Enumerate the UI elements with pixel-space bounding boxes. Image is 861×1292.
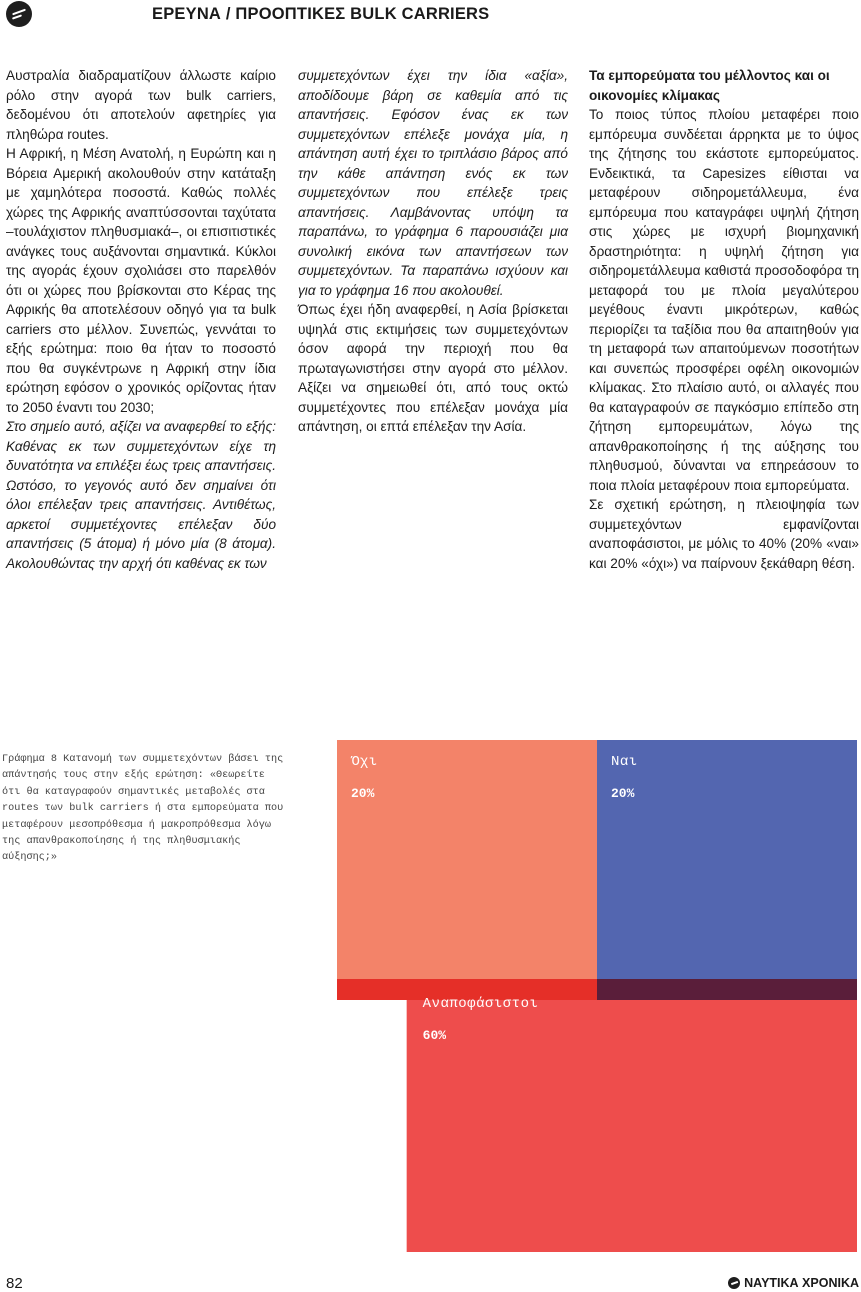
paragraph: Η Αφρική, η Μέση Ανατολή, η Ευρώπη και η Βόρεια Αμερική ακολουθούν στην κατάταξη με χαμηλότερα ποσοστά. Καθώς πολλές χώρες της Αφρικής αναπτύσσονται ταχύτατα –τουλάχιστον πληθυσμιακά–, οι επισιτιστικές ανάγκες τους αυξάνονται σημαντικά. Κύκλοι της αγοράς έχουν σχολιάσει στο παρελθόν ότι οι χώρες που βρίσκονται στο Κέρας της Αφρικής θα αποτελέσουν οδηγό για τα bulk carriers στο μέλλον. Συνεπώς, γεννάται το εξής ερώτημα: ποιο θα ήταν το ποσοστό που θα συγκέντρωνε η Αφρική στην ίδια ερώτηση εφόσον ο χρονικός ορίζοντας ήταν το 2050 έναντι του 2030; (6, 146, 276, 415)
value-no: 20% (351, 786, 375, 801)
rect-yes (597, 740, 857, 1000)
rect-undecided (407, 979, 857, 1252)
paragraph-italic: Στο σημείο αυτό, αξίζει να αναφερθεί το εξής: Καθένας εκ των συμμετεχόντων είχε τη δυνατότητα να επιλέξει έως τρεις απαντήσεις. Ωστόσο, το γεγονός αυτό δεν σημαίνει ότι όλοι επέλεξαν τρεις απαντήσεις. Αντιθέτως, αρκετοί συμμετέχοντες επέλεξαν δύο απαντήσεις (5 άτομα) ή μόνο μία (8 άτομα). Ακολουθώντας την αρχή ότι καθένας εκ των (6, 419, 276, 571)
label-no: Όχι (351, 754, 378, 770)
label-undecided: Αναποφάσιστοι (422, 996, 539, 1012)
paragraph: Το ποιος τύπος πλοίου μεταφέρει ποιο εμπόρευμα συνδέεται άρρηκτα με το ύψος της ζήτησης του εκάστοτε εμπορεύματος. Ενδεικτικά, τα Capesizes είθισται να μεταφέρουν σιδηρομετάλλευμα, ένα εμπόρευμα που καταγράφει υψηλή ζήτηση στις χώρες με ισχυρή βιομηχανική δραστηριότητα: η υψηλή ζήτηση για σιδηρομετάλλευμα καθιστά προσοδοφόρα τη μεταφορά του με πλοία μεγαλύτερου μεγέθους έναντι μικρότερων, καθώς περιορίζει τα ταξίδια που θα απαιτηθούν για τη μεταφορά των απαιτούμενων ποσοτήτων και συνεπώς προσφέρει οφέλη οικονομιών κλίμακας. Στο πλαίσιο αυτό, οι αλλαγές που θα καταγραφούν σε παγκόσμιο επίπεδο στη ζήτηση εμπορευμάτων, λόγω της απανθρακοποίησης ή της αύξησης του πληθυσμού, δύνανται να επηρεάσουν το ποια πλοία μεταφέρουν ποια εμπορεύματα. (589, 107, 860, 493)
value-yes: 20% (611, 786, 635, 801)
paragraph: Όπως έχει ήδη αναφερθεί, η Ασία βρίσκεται υψηλά στις εκτιμήσεις των συμμετεχόντων όσον αφορά την περιοχή που θα πρωταγωνιστήσει στην αγορά στο μέλλον. Αξίζει να σημειωθεί ότι, από τους οκτώ συμμετέχοντες που επέλεξαν μονάχα μία απάντηση, οι επτά επέλεξαν την Ασία. (298, 302, 568, 434)
paragraph-italic: συμμετεχόντων έχει την ίδια «αξία», αποδίδουμε βάρη σε καθεμία από τις απαντήσεις. Εφόσον ένας εκ των συμμετεχόντων επέλεξε μονάχα μία, η απάντηση αυτή έχει το τριπλάσιο βάρος από την κάθε απάντηση ενός εκ των συμμετεχόντων που επέλεξε τρεις απαντήσεις. Λαμβάνοντας υπόψη τα παραπάνω, το γράφημα 6 παρουσιάζει μια συνολική εικόνα των απαντήσεων των συμμετεχόντων. Τα παραπάνω ισχύουν και για το γράφημα 16 που ακολουθεί. (298, 68, 568, 298)
subheading: Τα εμπορεύματα του μέλλοντος και οι οικονομίες κλίμακας (589, 68, 830, 103)
page-number: 82 (6, 1275, 23, 1292)
magazine-title: ΝΑΥΤΙΚΑ ΧΡΟΝΙΚΑ (744, 1276, 859, 1290)
rect-no (337, 740, 597, 1000)
overlap-yes (597, 979, 857, 1000)
chart-caption: Γράφημα 8 Κατανομή των συμμετεχόντων βάσει της απάντησής τους στην εξής ερώτηση: «Θεωρείτε ότι θα καταγραφούν σημαντικές μεταβολές στα routes των bulk carriers ή στα εμπορεύματα που μεταφέρουν μεσοπρόθεσμα ή μακροπρόθεσμα λόγω της απανθρακοποίησης ή της πληθυσμιακής αύξησης;» (2, 754, 284, 864)
value-undecided: 60% (422, 1028, 447, 1043)
paragraph: Σε σχετική ερώτηση, η πλειοψηφία των συμμετεχόντων εμφανίζονται αναποφάσιστοι, με μόλις το 40% (20% «ναι» και 20% «όχι») να παίρνουν ξεκάθαρη θέση. (589, 497, 859, 571)
magazine-name (728, 1276, 859, 1290)
section-header: ΕΡΕΥΝΑ / ΠΡΟΟΠΤΙΚΕΣ BULK CARRIERS (152, 5, 490, 23)
magazine-logo-icon (728, 1277, 740, 1289)
paragraph: Αυστραλία διαδραματίζουν άλλωστε καίριο ρόλο στην αγορά των bulk carriers, δεδομένου ότι αποτελούν αφετηρίες για πληθώρα routes. (6, 68, 276, 142)
label-yes: Ναι (611, 754, 638, 770)
